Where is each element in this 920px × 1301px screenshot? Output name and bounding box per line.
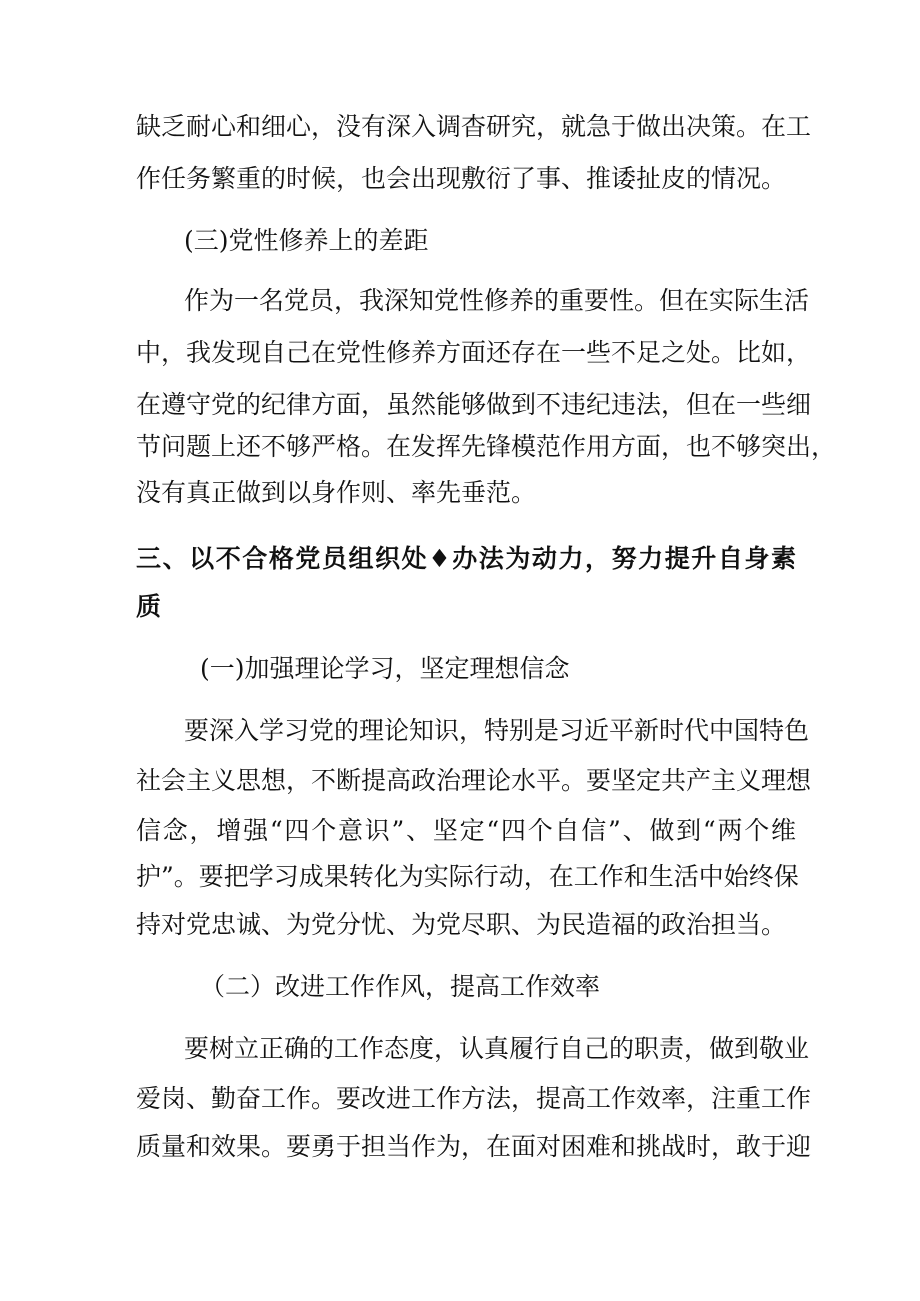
paragraph-line: 信念，增强“四个意识”、坚定“四个自信”、做到“两个维: [136, 816, 796, 845]
paragraph-line: 护”。要把学习成果转化为实际行动，在工作和生活中始终保: [136, 862, 799, 891]
paragraph-line: 节问题上还不够严格。在发挥先锋模范作用方面，也不够突出，: [136, 432, 837, 461]
paragraph-line: 社会主义思想，不断提高政治理论水平。要坚定共产主义理想: [136, 766, 812, 795]
paragraph-line: 中，我发现自己在党性修养方面还存在一些不足之处。比如，: [136, 338, 812, 367]
section-heading: 三、以不合格党员组织处♦办法为动力，努力提升自身素: [136, 544, 796, 573]
paragraph-line: 作为一名党员，我深知党性修养的重要性。但在实际生活: [184, 286, 810, 315]
subheading-theory-study: (一)加强理论学习，坚定理想信念: [200, 654, 570, 683]
paragraph-line: 要树立正确的工作态度，认真履行自己的职责，做到敬业: [184, 1034, 810, 1063]
paragraph-line: 要深入学习党的理论知识，特别是习近平新时代中国特色: [184, 716, 810, 745]
paragraph-line: 没有真正做到以身作则、率先垂范。: [136, 478, 537, 507]
paragraph-line: 持对党忠诚、为党分忧、为党尽职、为民造福的政治担当。: [136, 910, 787, 939]
paragraph-line: 爱岗、勤奋工作。要改进工作方法，提高工作效率，注重工作: [136, 1084, 812, 1113]
paragraph-line: 缺乏耐心和细心，没有深入调杳研究，就急于做出决策。在工: [136, 112, 812, 141]
subheading-party-spirit: (三)党性修养上的差距: [184, 226, 429, 255]
paragraph-line: 质量和效果。要勇于担当作为，在面对困难和挑战时，敢于迎: [136, 1132, 812, 1161]
paragraph-line: 作任务繁重的时候，也会出现敷衍了事、推诿扯皮的情况。: [136, 164, 787, 193]
paragraph-line: 在遵守党的纪律方面，虽然能够做到不违纪违法，但在一些细: [136, 390, 812, 419]
section-heading: 质: [136, 592, 162, 621]
subheading-work-style: （二）改进工作作风，提高工作效率: [200, 972, 601, 1001]
